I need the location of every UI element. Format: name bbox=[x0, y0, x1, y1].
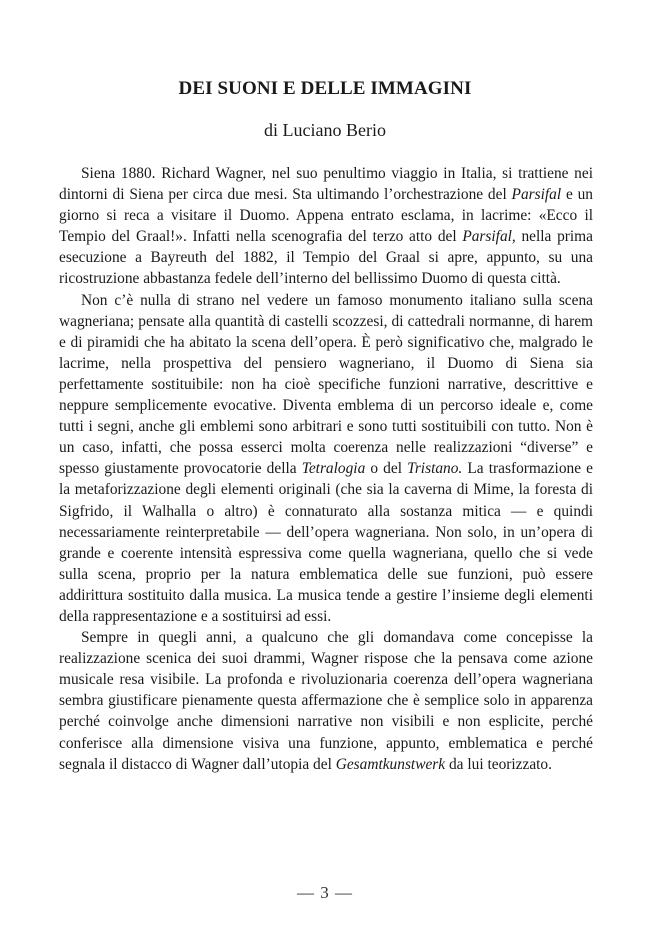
body-text bbox=[59, 163, 593, 775]
text-run: Siena 1880. Richard Wagner, nel suo penultimo viaggio in Italia, si trattiene nei dintorni di Siena per circa due mesi. Sta ultimando l’orchestrazione del bbox=[59, 165, 593, 204]
page-number: — 3 — bbox=[297, 883, 353, 902]
text-run: nella prima esecuzione a Bayreuth del 1882, il Tempio del Graal si apre, appunto, su una ricostruzione abbastanza fedele dell’interno del bellissimo Duomo di questa città. bbox=[59, 228, 593, 288]
italic-text-run: Gesamtkunstwerk bbox=[335, 755, 446, 773]
text-run: La trasformazione e la metaforizzazione degli elementi originali (che sia la caverna di Mime, la foresta di Sigfrido, il Walhalla o altro) è connaturato alla sostanza mitica — e quindi necessariamente reinterpretabile — dell’opera wagneriana. Non solo, in un’opera di grande e coerente intensità espressiva come quella wagneriana, quello che si vede sulla scena, proprio per la natura emblematica delle sue funzioni, può essere addirittura sostituito dalla musica. La musica tende a gestire l’insieme degli elementi della rappresentazione e a sostituirsi ad essi. bbox=[59, 460, 593, 625]
italic-text-run: Tristano. bbox=[407, 460, 463, 478]
text-run: o del bbox=[365, 460, 408, 478]
italic-text-run: Parsifal, bbox=[462, 228, 516, 246]
page-title: DEI SUONI E DELLE IMMAGINI bbox=[178, 78, 472, 99]
paragraph-2 bbox=[59, 290, 593, 628]
paragraph-3 bbox=[59, 627, 593, 775]
text-run: da lui teorizzato. bbox=[445, 755, 552, 773]
text-run: Sempre in quegli anni, a qualcuno che gli domandava come concepisse la realizzazione scenica dei suoi drammi, Wagner rispose che la pensava come azione musicale resa visibile. La profonda e rivoluzionaria coerenza dell’opera wagneriana sembra giustificare pienamente questa affermazione che è semplice solo in apparenza perché coinvolge anche dimensioni narrative non visibili e non esplicite, perché conferisce alla dimensione visiva una funzione, appunto, emblematica e perché segnala il distacco di Wagner dall’utopia del bbox=[59, 629, 593, 773]
text-run: Non c’è nulla di strano nel vedere un famoso monumento italiano sulla scena wagneriana; pensate alla quantità di castelli scozzesi, di cattedrali normanne, di harem e di piramidi che ha abitato la scena dell’opera. È però significativo che, malgrado le lacrime, nella prospettiva del pensiero wagneriano, il Duomo di Siena sia perfettamente sostituibile: non ha cioè specifiche funzioni narrative, descrittive e neppure semplicemente evocative. Diventa emblema di un percorso ideale e, come tutti i segni, anche gli emblemi sono arbitrari e sono tutti sostituibili con tutto. Non è un caso, infatti, che possa esserci molta coerenza nelle realizzazioni “diverse” e spesso giustamente provocatorie della bbox=[59, 291, 593, 478]
paragraph-1 bbox=[59, 163, 593, 290]
italic-text-run: Parsifal bbox=[511, 186, 562, 204]
author-byline: di Luciano Berio bbox=[264, 120, 386, 140]
text-run: e un giorno si reca a visitare il Duomo. Appena entrato esclama, in lacrime: «Ecco il Tempio del Graal!». Infatti nella scenografia del terzo atto del bbox=[59, 186, 594, 246]
italic-text-run: Tetralogia bbox=[301, 460, 366, 478]
